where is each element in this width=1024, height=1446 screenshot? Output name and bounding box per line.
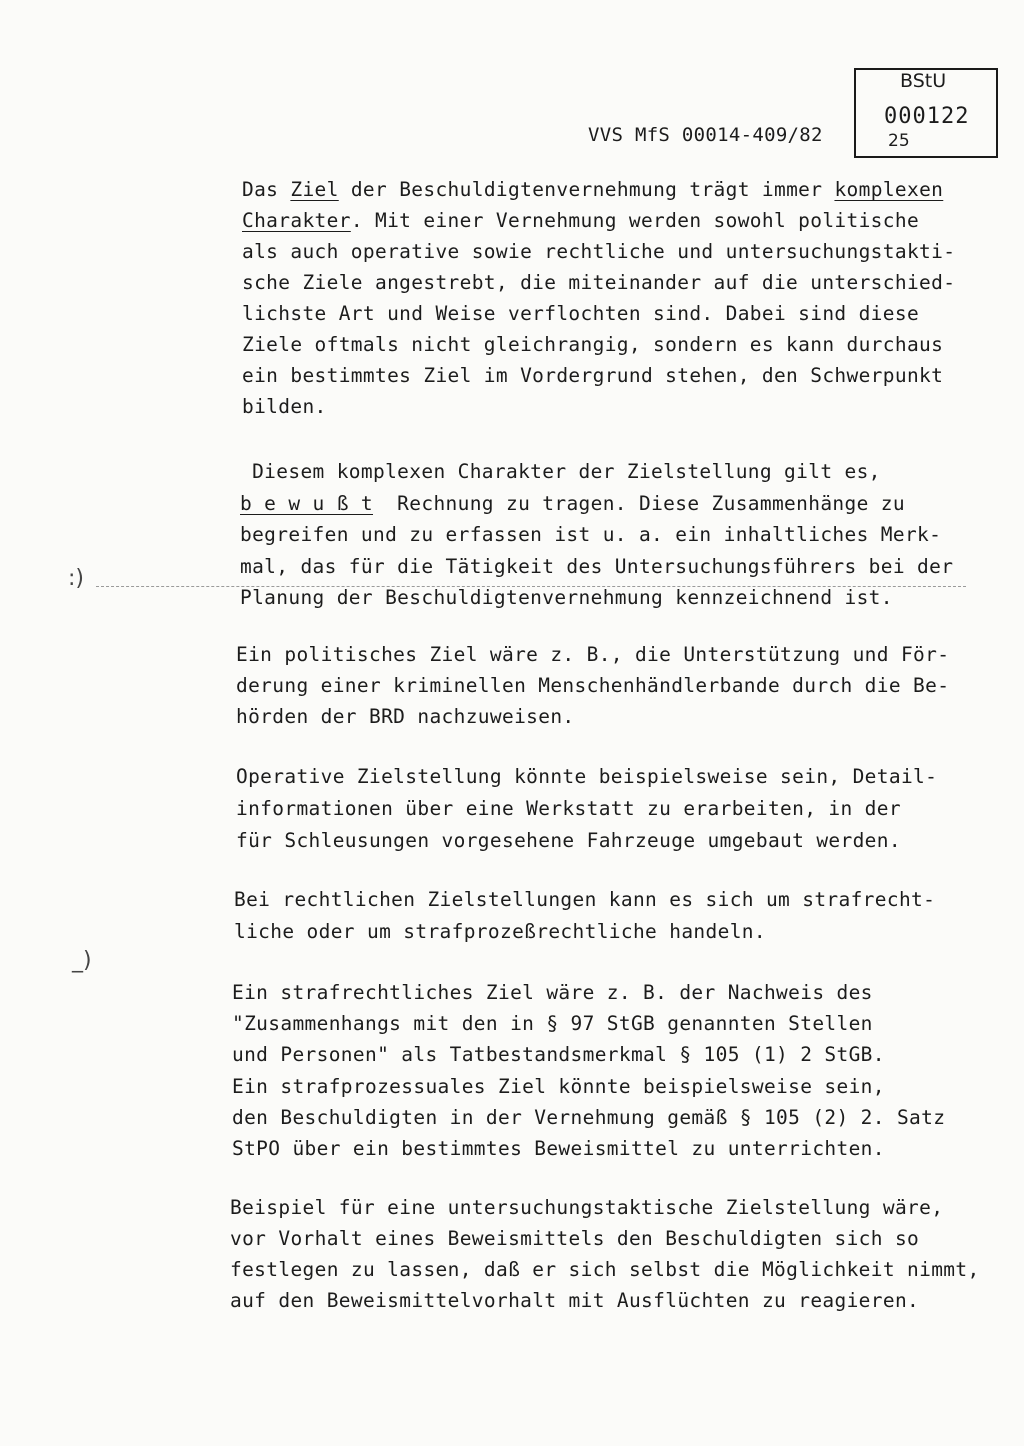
text-segment: Ein strafrechtliches Ziel wäre z. B. der Nachweis des (232, 981, 873, 1004)
text-line (236, 799, 901, 819)
text-line (236, 707, 575, 727)
text-line (240, 554, 954, 578)
text-line (242, 211, 919, 231)
text-line (240, 588, 893, 608)
text-segment: Ein politisches Ziel wäre z. B., die Unterstützung und För- (236, 643, 950, 666)
document-reference: VVS MfS 00014-409/82 (588, 124, 823, 146)
text-segment: festlegen zu lassen, daß er sich selbst die Möglichkeit nimmt, (230, 1258, 980, 1281)
text-segment: "Zusammenhangs mit den in § 97 StGB genannten Stellen (232, 1012, 873, 1036)
text-segment: mal, das für die Tätigkeit des Untersuchungsführers bei der (240, 554, 954, 578)
text-line (232, 1045, 885, 1065)
text-line (242, 366, 943, 386)
text-segment: auf den Beweismittelvorhalt mit Ausflüchten zu reagieren. (230, 1289, 920, 1312)
text-segment: Beispiel für eine untersuchungstaktische Zielstellung wäre, (230, 1196, 944, 1219)
text-line (236, 767, 937, 787)
text-line (232, 1105, 946, 1129)
text-segment: Rechnung zu tragen. Diese Zusammenhänge zu (373, 491, 905, 515)
text-segment: StPO über ein bestimmtes Beweismittel zu unterrichten. (232, 1137, 885, 1160)
underlined-text: Ziel (290, 178, 339, 201)
text-line (232, 1074, 885, 1098)
text-line (242, 242, 955, 262)
text-segment: begreifen und zu erfassen ist u. a. ein inhaltliches Merk- (240, 523, 942, 546)
text-line (236, 676, 949, 696)
archive-stamp (854, 68, 998, 158)
text-line (240, 491, 905, 515)
stamp-label: BStU (900, 70, 947, 92)
text-line (236, 831, 901, 851)
text-segment: informationen über eine Werkstatt zu erarbeiten, in der (236, 797, 901, 820)
text-segment: als auch operative sowie rechtliche und untersuchungstakti- (242, 240, 956, 263)
text-segment: der Beschuldigtenvernehmung trägt immer (338, 178, 835, 201)
text-segment: bilden. (242, 395, 327, 418)
underlined-text: Charakter (242, 209, 351, 232)
text-line (232, 1139, 885, 1159)
text-line (232, 983, 873, 1003)
text-line (230, 1198, 943, 1218)
text-line (232, 1014, 873, 1034)
text-line (240, 525, 941, 545)
text-segment: Bei rechtlichen Zielstellungen kann es sich um strafrecht- (234, 888, 936, 911)
text-line (230, 1229, 919, 1249)
text-segment: den Beschuldigten in der Vernehmung gemäß § 105 (2) 2. Satz (232, 1105, 946, 1129)
hole-punch-mark: _) (72, 948, 92, 973)
text-segment: Planung der Beschuldigtenvernehmung kennzeichnend ist. (240, 586, 893, 609)
text-segment: hörden der BRD nachzuweisen. (236, 705, 575, 728)
text-segment: und Personen" als Tatbestandsmerkmal § 105 (1) 2 StGB. (232, 1043, 885, 1067)
text-line (234, 890, 935, 910)
text-segment: Operative Zielstellung könnte beispielsweise sein, Detail- (236, 765, 938, 788)
text-line (234, 922, 766, 942)
underlined-text: b e w u ß t (240, 491, 373, 515)
text-line (242, 335, 943, 355)
text-segment: derung einer kriminellen Menschenhändlerbande durch die Be- (236, 674, 950, 697)
stamp-page-number: 25 (888, 131, 910, 151)
hole-punch-mark: :) (68, 566, 84, 591)
text-segment: für Schleusungen vorgesehene Fahrzeuge umgebaut werden. (236, 829, 901, 852)
text-line (242, 304, 919, 324)
text-line (230, 1291, 919, 1311)
text-segment: Ziele oftmals nicht gleichrangig, sondern es kann durchaus (242, 333, 944, 356)
text-segment: liche oder um strafprozeßrechtliche handeln. (234, 920, 766, 943)
stamp-number: 000122 (884, 104, 970, 129)
text-line (236, 645, 949, 665)
text-line (242, 273, 955, 293)
text-segment: vor Vorhalt eines Beweismittels den Beschuldigten sich so (230, 1227, 920, 1250)
text-line (240, 462, 881, 482)
underlined-text: komplexen (834, 178, 944, 201)
text-segment: lichste Art und Weise verflochten sind. Dabei sind diese (242, 302, 920, 325)
text-line (242, 180, 943, 200)
text-segment: Diesem komplexen Charakter der Zielstellung gilt es, (240, 460, 881, 483)
text-segment: ein bestimmtes Ziel im Vordergrund stehen, den Schwerpunkt (242, 364, 944, 387)
text-segment: Das (242, 178, 291, 201)
text-line (230, 1260, 980, 1280)
text-segment: . Mit einer Vernehmung werden sowohl politische (350, 209, 920, 232)
text-segment: sche Ziele angestrebt, die miteinander auf die unterschied- (242, 271, 956, 294)
text-segment: Ein strafprozessuales Ziel könnte beispielsweise sein, (232, 1074, 885, 1098)
text-line (242, 397, 327, 417)
